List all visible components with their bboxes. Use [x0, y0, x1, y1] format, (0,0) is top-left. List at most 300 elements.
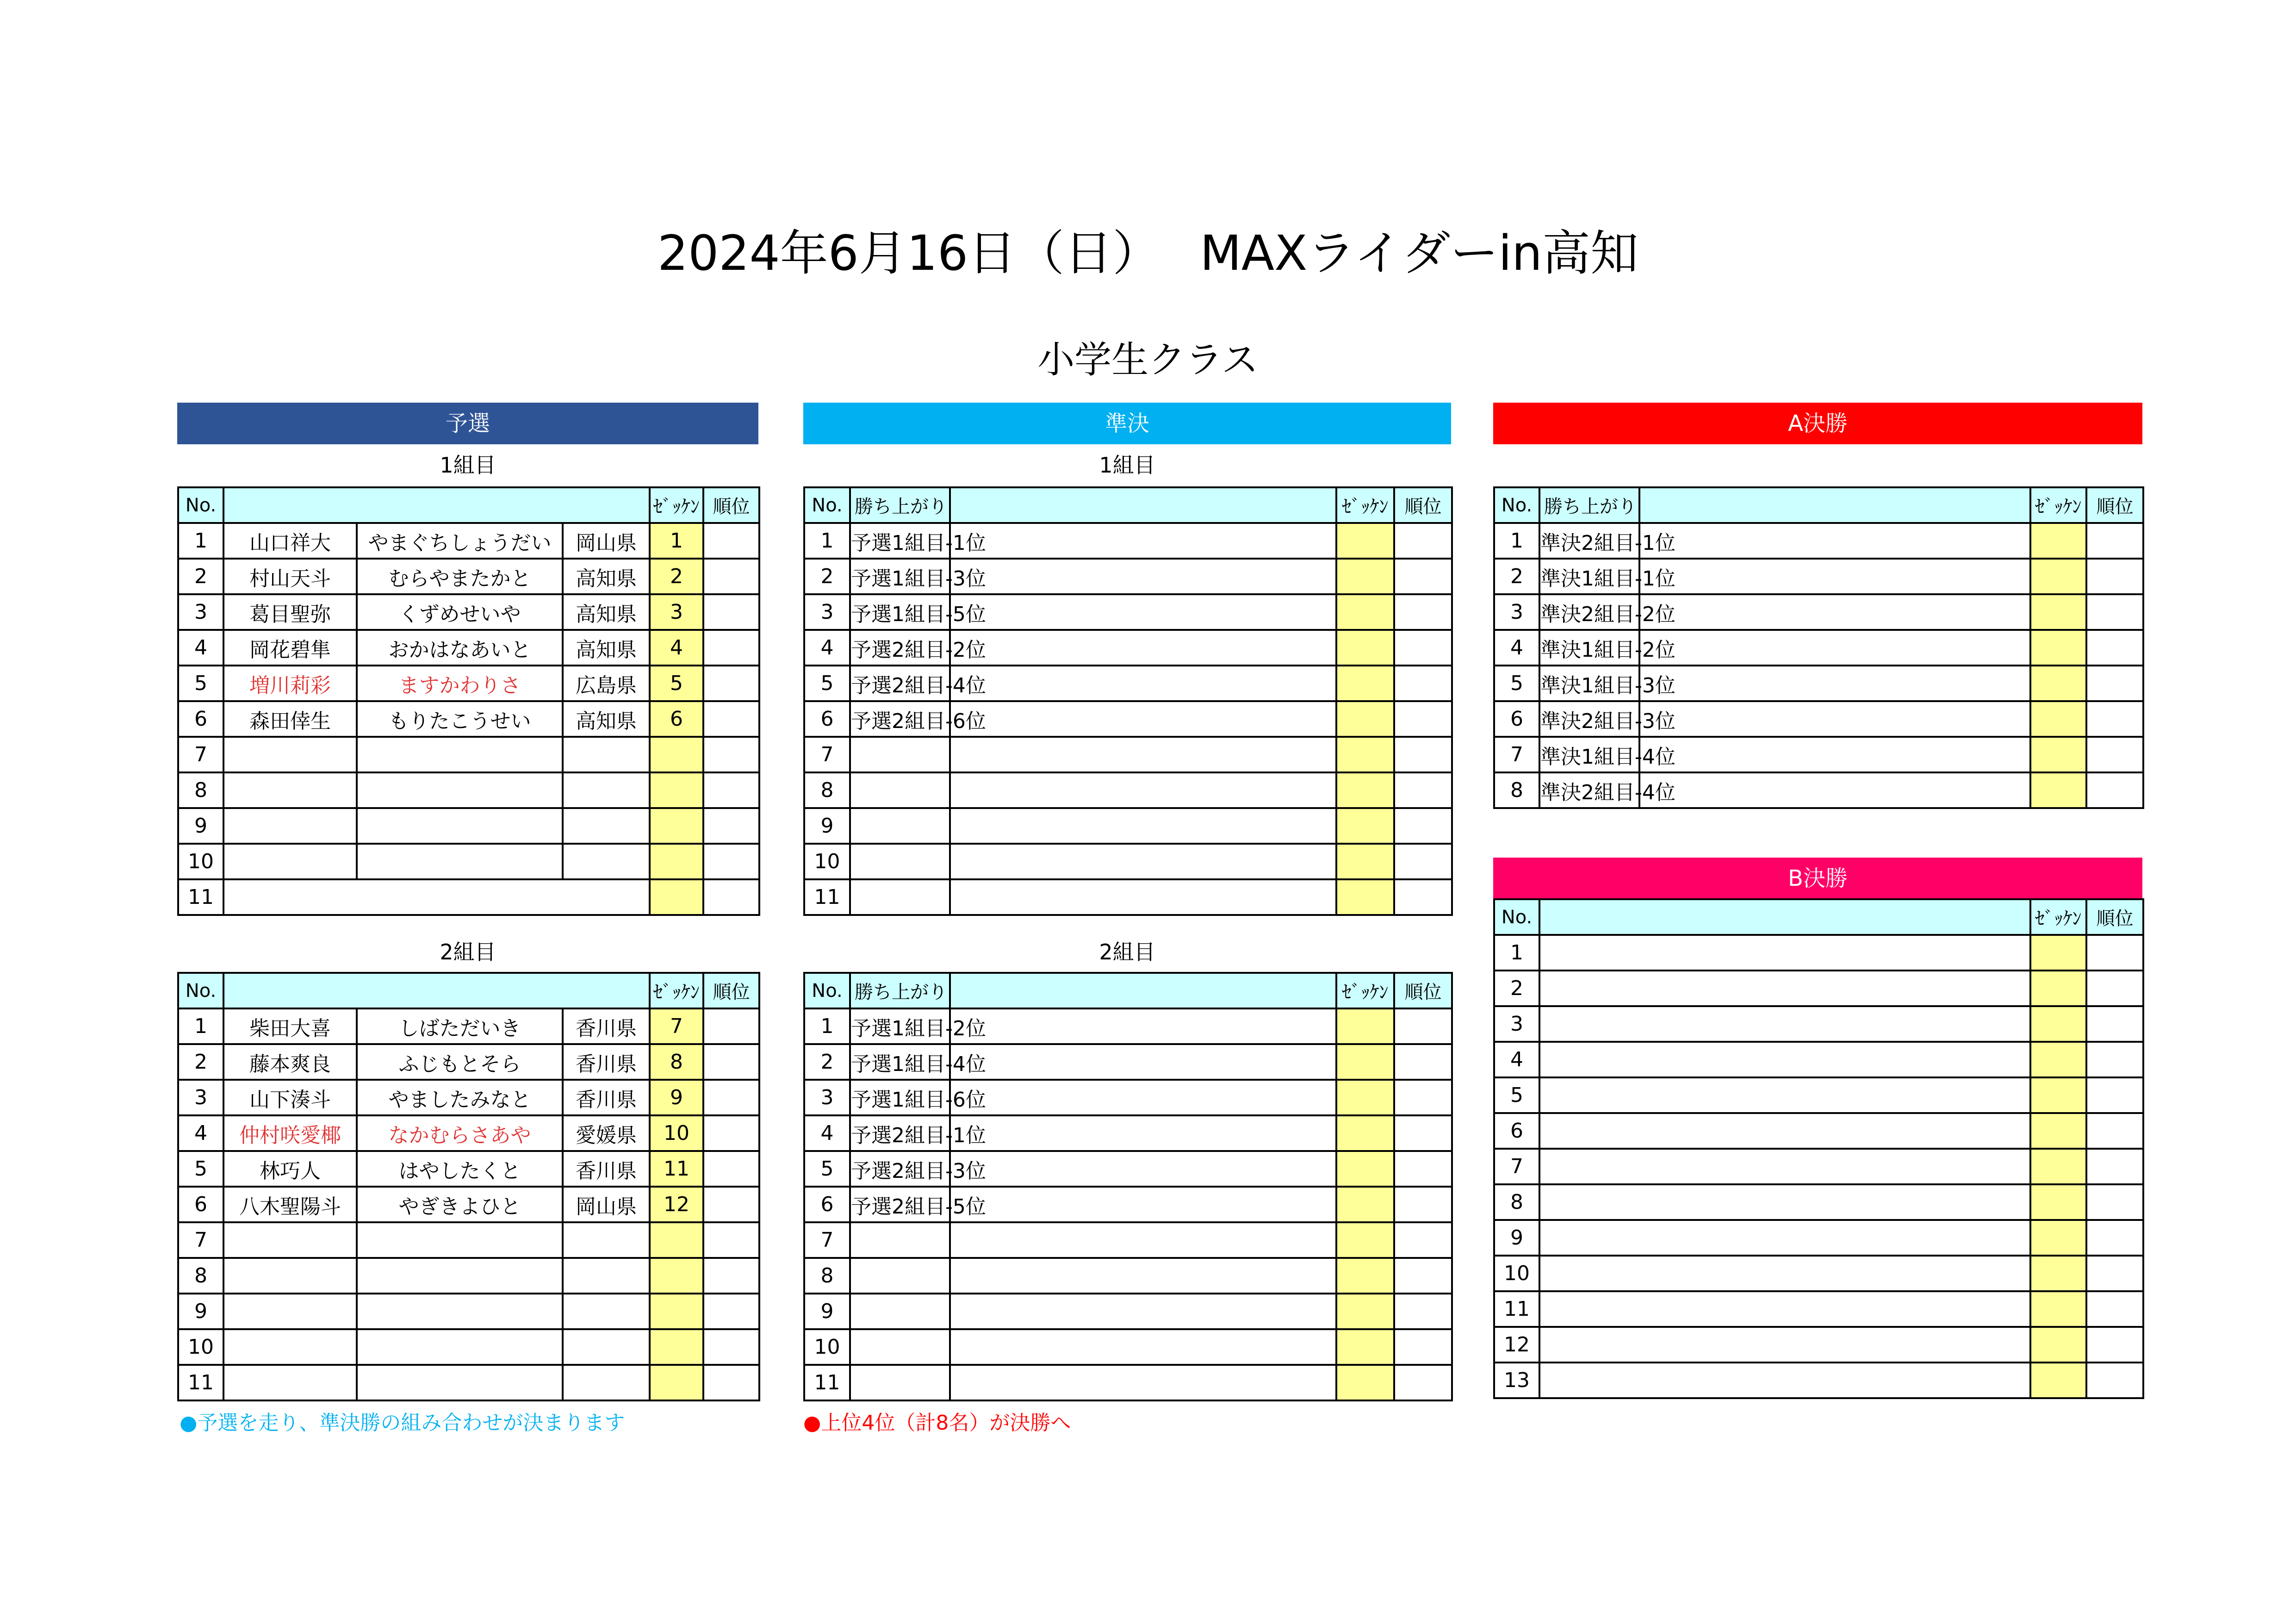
row-number: 13: [1494, 1363, 1539, 1398]
rider-kana: はやしたくと: [357, 1151, 563, 1187]
rider-prefecture: 香川県: [563, 1008, 650, 1044]
bib-cell: [2030, 594, 2086, 630]
rank-cell: [1394, 1080, 1452, 1115]
rider-name: 村山天斗: [223, 559, 357, 594]
empty-cell: [1539, 971, 2030, 1006]
empty-cell: [1539, 1363, 2030, 1398]
empty-cell: [563, 737, 650, 772]
rank-cell: [1394, 666, 1452, 701]
bib-cell: [2030, 737, 2086, 772]
rank-cell: [2086, 772, 2143, 808]
bib-number: 2: [650, 559, 703, 594]
empty-cell: [1639, 523, 2030, 559]
rank-cell: [703, 594, 759, 630]
rider-prefecture: 岡山県: [563, 523, 650, 559]
row-number: 7: [1494, 1149, 1539, 1184]
table-row: [1494, 630, 2143, 666]
empty-cell: [850, 808, 950, 844]
row-number: 3: [1494, 594, 1539, 630]
bib-cell: [1336, 1044, 1394, 1080]
table-row: [1494, 1363, 2143, 1398]
table-row: [1494, 1077, 2143, 1113]
empty-cell: [357, 844, 563, 879]
rider-name: 山下湊斗: [223, 1080, 357, 1115]
table-row: [804, 1187, 1452, 1222]
advance-source: 予選1組目-3位: [850, 559, 950, 594]
bib-cell: [650, 1329, 703, 1365]
row-number: 6: [178, 1187, 223, 1222]
table-header-row: [1494, 487, 2143, 523]
empty-cell: [223, 844, 357, 879]
bib-cell: [1336, 594, 1394, 630]
bib-cell: [2030, 1077, 2086, 1113]
row-number: 7: [178, 1222, 223, 1258]
bib-cell: [2030, 1291, 2086, 1327]
empty-cell: [950, 737, 1336, 772]
rank-cell: [2086, 559, 2143, 594]
table-row: [178, 844, 759, 879]
bib-cell: [1336, 1294, 1394, 1329]
row-number: 1: [178, 1008, 223, 1044]
rank-cell: [703, 1294, 759, 1329]
empty-cell: [850, 1294, 950, 1329]
advance-source: 準決2組目-2位: [1539, 594, 1639, 630]
zekken-header: ｾﾞｯｹﾝ: [650, 487, 703, 523]
bib-cell: [1336, 630, 1394, 666]
bib-cell: [1336, 1115, 1394, 1151]
rider-name: 山口祥大: [223, 523, 357, 559]
rider-name: 仲村咲愛椰: [223, 1115, 357, 1151]
table-row: [804, 1294, 1452, 1329]
zekken-header: ｾﾞｯｹﾝ: [2030, 899, 2086, 935]
bib-cell: [2030, 1184, 2086, 1220]
row-number: 1: [804, 1008, 850, 1044]
rank-cell: [1394, 844, 1452, 879]
table-row: [804, 559, 1452, 594]
table-row: [178, 1044, 759, 1080]
advance-source: 準決2組目-3位: [1539, 701, 1639, 737]
junketsu-group1-label: 1組目: [1099, 453, 1155, 478]
advance-source: 予選2組目-3位: [850, 1151, 950, 1187]
bib-number: 7: [650, 1008, 703, 1044]
empty-cell: [563, 844, 650, 879]
row-number: 8: [178, 772, 223, 808]
kachiagari-header: 勝ち上がり: [850, 973, 950, 1008]
table-row: [1494, 666, 2143, 701]
yosen-group1-label: 1組目: [440, 453, 496, 478]
table-row: [804, 844, 1452, 879]
empty-cell: [223, 1294, 357, 1329]
row-number: 7: [804, 737, 850, 772]
a-final-section-bar: A決勝: [1493, 403, 2142, 444]
rank-cell: [2086, 1149, 2143, 1184]
table-row: [178, 772, 759, 808]
row-number: 6: [1494, 1113, 1539, 1149]
row-number: 9: [804, 1294, 850, 1329]
no-header: No.: [804, 973, 850, 1008]
empty-cell: [1639, 630, 2030, 666]
empty-cell: [950, 1008, 1336, 1044]
empty-cell: [563, 772, 650, 808]
advance-source: 準決1組目-3位: [1539, 666, 1639, 701]
rider-prefecture: 高知県: [563, 559, 650, 594]
bib-cell: [1336, 1008, 1394, 1044]
row-number: 11: [1494, 1291, 1539, 1327]
table-row: [178, 1187, 759, 1222]
empty-cell: [950, 559, 1336, 594]
rider-prefecture: 高知県: [563, 630, 650, 666]
juni-header: 順位: [1394, 973, 1452, 1008]
empty-cell: [563, 1365, 650, 1400]
advance-source: 準決1組目-2位: [1539, 630, 1639, 666]
table-row: [1494, 1149, 2143, 1184]
bib-number: 5: [650, 666, 703, 701]
empty-cell: [1539, 935, 2030, 971]
table-row: [178, 1222, 759, 1258]
row-number: 9: [804, 808, 850, 844]
bib-cell: [2030, 701, 2086, 737]
bib-number: 9: [650, 1080, 703, 1115]
no-header: No.: [178, 487, 223, 523]
rider-kana: もりたこうせい: [357, 701, 563, 737]
advance-source: 予選2組目-1位: [850, 1115, 950, 1151]
empty-cell: [850, 879, 950, 915]
table-row: [178, 808, 759, 844]
rank-cell: [2086, 1042, 2143, 1077]
rank-cell: [1394, 1115, 1452, 1151]
advance-source: 予選1組目-1位: [850, 523, 950, 559]
table-row: [178, 1365, 759, 1400]
empty-cell: [357, 808, 563, 844]
table-row: [178, 1329, 759, 1365]
empty-cell: [1539, 1006, 2030, 1042]
row-number: 4: [178, 630, 223, 666]
kachiagari-header: 勝ち上がり: [850, 487, 950, 523]
empty-cell: [223, 737, 357, 772]
junketsu-note: ●上位4位（計8名）が決勝へ: [803, 1411, 1071, 1435]
rank-cell: [1394, 737, 1452, 772]
row-number: 6: [804, 701, 850, 737]
rank-cell: [2086, 935, 2143, 971]
rank-cell: [2086, 594, 2143, 630]
row-number: 8: [178, 1258, 223, 1294]
rank-cell: [703, 1151, 759, 1187]
row-number: 1: [178, 523, 223, 559]
rider-kana: ますかわりさ: [357, 666, 563, 701]
row-number: 5: [804, 1151, 850, 1187]
blank-header: [223, 487, 650, 523]
table-row: [178, 737, 759, 772]
empty-cell: [950, 1151, 1336, 1187]
empty-cell: [223, 808, 357, 844]
table-row: [178, 1080, 759, 1115]
row-number: 5: [178, 1151, 223, 1187]
row-number: 5: [178, 666, 223, 701]
table-row: [804, 737, 1452, 772]
bib-cell: [1336, 844, 1394, 879]
table-header-row: [178, 487, 759, 523]
bib-cell: [650, 1258, 703, 1294]
empty-cell: [850, 1222, 950, 1258]
bib-cell: [1336, 523, 1394, 559]
table-row: [178, 1258, 759, 1294]
table-row: [1494, 935, 2143, 971]
rank-cell: [2086, 737, 2143, 772]
rank-cell: [1394, 630, 1452, 666]
empty-cell: [563, 1222, 650, 1258]
blank-header: [1639, 487, 2030, 523]
table-row: [804, 1151, 1452, 1187]
row-number: 4: [178, 1115, 223, 1151]
table-row: [178, 594, 759, 630]
row-number: 3: [178, 594, 223, 630]
empty-cell: [563, 1294, 650, 1329]
rider-prefecture: 香川県: [563, 1044, 650, 1080]
rank-cell: [703, 844, 759, 879]
bib-cell: [1336, 772, 1394, 808]
rank-cell: [1394, 523, 1452, 559]
row-number: 1: [1494, 935, 1539, 971]
advance-source: 準決1組目-4位: [1539, 737, 1639, 772]
rank-cell: [703, 737, 759, 772]
rank-cell: [1394, 1187, 1452, 1222]
rider-kana: なかむらさあや: [357, 1115, 563, 1151]
empty-cell: [950, 1187, 1336, 1222]
rank-cell: [2086, 1184, 2143, 1220]
row-number: 3: [804, 1080, 850, 1115]
rank-cell: [703, 772, 759, 808]
rank-cell: [2086, 1256, 2143, 1291]
row-number: 12: [1494, 1327, 1539, 1363]
row-number: 4: [1494, 1042, 1539, 1077]
rider-name: 八木聖陽斗: [223, 1187, 357, 1222]
juni-header: 順位: [2086, 899, 2143, 935]
row-number: 7: [178, 737, 223, 772]
bib-cell: [2030, 1006, 2086, 1042]
bib-cell: [2030, 1363, 2086, 1398]
bib-cell: [1336, 808, 1394, 844]
empty-cell: [1539, 1113, 2030, 1149]
row-number: 10: [804, 1329, 850, 1365]
row-number: 3: [804, 594, 850, 630]
empty-cell: [223, 772, 357, 808]
table-row: [804, 1115, 1452, 1151]
table-row: [804, 1329, 1452, 1365]
row-number: 1: [1494, 523, 1539, 559]
rider-kana: やまぐちしょうだい: [357, 523, 563, 559]
advance-source: 予選1組目-4位: [850, 1044, 950, 1080]
juni-header: 順位: [703, 487, 759, 523]
empty-cell: [1639, 737, 2030, 772]
row-number: 3: [1494, 1006, 1539, 1042]
table-row: [178, 1294, 759, 1329]
rider-kana: やましたみなと: [357, 1080, 563, 1115]
class-subtitle: 小学生クラス: [1037, 338, 1259, 381]
advance-source: 予選1組目-5位: [850, 594, 950, 630]
advance-source: 予選1組目-6位: [850, 1080, 950, 1115]
table-row: [804, 808, 1452, 844]
row-number: 7: [804, 1222, 850, 1258]
table-row: [1494, 1291, 2143, 1327]
row-number: 10: [178, 1329, 223, 1365]
rank-cell: [1394, 1044, 1452, 1080]
rank-cell: [1394, 1151, 1452, 1187]
table-row: [1494, 1256, 2143, 1291]
rider-prefecture: 香川県: [563, 1080, 650, 1115]
table-row: [804, 594, 1452, 630]
empty-cell: [223, 1222, 357, 1258]
bib-number: 10: [650, 1115, 703, 1151]
kachiagari-header: 勝ち上がり: [1539, 487, 1639, 523]
bib-cell: [1336, 559, 1394, 594]
rider-name: 岡花碧隼: [223, 630, 357, 666]
bib-cell: [650, 737, 703, 772]
empty-cell: [950, 523, 1336, 559]
b-final-section-bar: B決勝: [1493, 858, 2142, 899]
table-row: [804, 1080, 1452, 1115]
table-row: [804, 701, 1452, 737]
rider-kana: やぎきよひと: [357, 1187, 563, 1222]
bib-number: 3: [650, 594, 703, 630]
rank-cell: [703, 1329, 759, 1365]
rider-name: 森田倖生: [223, 701, 357, 737]
rank-cell: [703, 523, 759, 559]
table-header-row: [1494, 899, 2143, 935]
empty-cell: [1639, 701, 2030, 737]
no-header: No.: [804, 487, 850, 523]
bib-number: 4: [650, 630, 703, 666]
table-row: [178, 1008, 759, 1044]
table-row: [1494, 1113, 2143, 1149]
empty-cell: [357, 737, 563, 772]
rank-cell: [1394, 559, 1452, 594]
rank-cell: [1394, 1329, 1452, 1365]
yosen-section-bar: 予選: [177, 403, 758, 444]
empty-cell: [1539, 1149, 2030, 1184]
bib-cell: [650, 808, 703, 844]
row-number: 5: [804, 666, 850, 701]
bib-cell: [2030, 630, 2086, 666]
empty-cell: [950, 1365, 1336, 1400]
bib-cell: [650, 772, 703, 808]
bib-cell: [1336, 1222, 1394, 1258]
empty-cell: [850, 1258, 950, 1294]
row-number: 9: [178, 1294, 223, 1329]
row-number: 11: [804, 879, 850, 915]
bib-cell: [1336, 1080, 1394, 1115]
rider-prefecture: 高知県: [563, 701, 650, 737]
rider-kana: むらやまたかと: [357, 559, 563, 594]
rank-cell: [2086, 666, 2143, 701]
bib-cell: [650, 1222, 703, 1258]
table-row: [804, 630, 1452, 666]
rider-prefecture: 岡山県: [563, 1187, 650, 1222]
empty-cell: [357, 1329, 563, 1365]
rank-cell: [2086, 1291, 2143, 1327]
table-row: [1494, 971, 2143, 1006]
row-number: 8: [1494, 1184, 1539, 1220]
table-row: [178, 523, 759, 559]
table-header-row: [804, 487, 1452, 523]
rank-cell: [703, 1044, 759, 1080]
juni-header: 順位: [1394, 487, 1452, 523]
rank-cell: [703, 630, 759, 666]
empty-cell: [950, 1044, 1336, 1080]
zekken-header: ｾﾞｯｹﾝ: [1336, 973, 1394, 1008]
row-number: 11: [178, 879, 223, 915]
rider-prefecture: 高知県: [563, 594, 650, 630]
row-number: 6: [1494, 701, 1539, 737]
junketsu-section-bar: 準決: [803, 403, 1451, 444]
rank-cell: [1394, 772, 1452, 808]
rank-cell: [2086, 1327, 2143, 1363]
bib-cell: [2030, 971, 2086, 1006]
table-row: [1494, 594, 2143, 630]
no-header: No.: [1494, 487, 1539, 523]
row-number: 2: [178, 1044, 223, 1080]
bib-cell: [1336, 1187, 1394, 1222]
rank-cell: [2086, 971, 2143, 1006]
row-number: 8: [804, 1258, 850, 1294]
bib-cell: [2030, 666, 2086, 701]
row-number: 5: [1494, 666, 1539, 701]
rank-cell: [2086, 630, 2143, 666]
empty-cell: [1539, 1256, 2030, 1291]
empty-cell: [357, 1365, 563, 1400]
rider-kana: くずめせいや: [357, 594, 563, 630]
bib-cell: [1336, 1329, 1394, 1365]
table-row: [1494, 1184, 2143, 1220]
junketsu-group1-table: [803, 486, 1453, 916]
zekken-header: ｾﾞｯｹﾝ: [2030, 487, 2086, 523]
bib-cell: [650, 879, 703, 915]
yosen-note: ●予選を走り、準決勝の組み合わせが決まります: [180, 1411, 625, 1435]
empty-cell: [850, 772, 950, 808]
empty-cell: [950, 772, 1336, 808]
no-header: No.: [1494, 899, 1539, 935]
b-final-table: [1493, 898, 2144, 1399]
table-row: [804, 523, 1452, 559]
bib-cell: [2030, 1256, 2086, 1291]
no-header: No.: [178, 973, 223, 1008]
row-number: 2: [178, 559, 223, 594]
bib-cell: [2030, 935, 2086, 971]
table-header-row: [804, 973, 1452, 1008]
table-row: [804, 1258, 1452, 1294]
row-number: 8: [1494, 772, 1539, 808]
table-header-row: [178, 973, 759, 1008]
empty-cell: [1539, 1042, 2030, 1077]
row-number: 2: [804, 559, 850, 594]
advance-source: 準決1組目-1位: [1539, 559, 1639, 594]
row-number: 3: [178, 1080, 223, 1115]
bib-cell: [2030, 1113, 2086, 1149]
advance-source: 予選2組目-4位: [850, 666, 950, 701]
bib-cell: [1336, 701, 1394, 737]
rider-prefecture: 広島県: [563, 666, 650, 701]
rank-cell: [1394, 879, 1452, 915]
row-number: 1: [804, 523, 850, 559]
table-row: [804, 1008, 1452, 1044]
juni-header: 順位: [2086, 487, 2143, 523]
rank-cell: [1394, 1365, 1452, 1400]
bib-number: 1: [650, 523, 703, 559]
rank-cell: [703, 666, 759, 701]
bib-cell: [650, 844, 703, 879]
empty-cell: [950, 666, 1336, 701]
rider-kana: おかはなあいと: [357, 630, 563, 666]
empty-cell: [950, 1115, 1336, 1151]
